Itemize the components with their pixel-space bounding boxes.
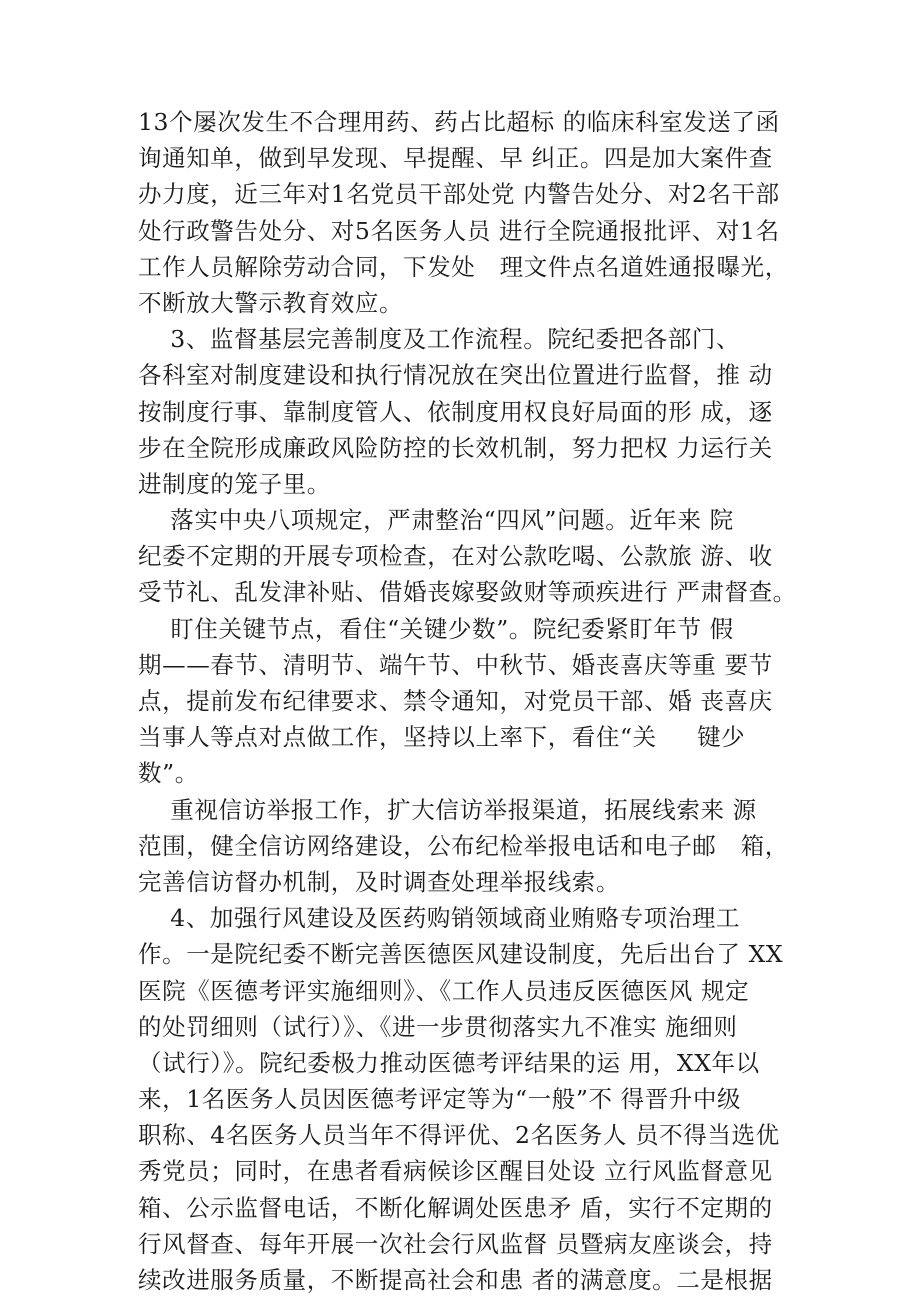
- text-line: 进制度的笼子里。: [138, 469, 331, 498]
- text-line: 盯住关键节点，看住“关键少数”。院纪委紧盯年节 假: [138, 614, 734, 643]
- text-line: 纪委不定期的开展专项检查，在对公款吃喝、公款旅 游、收: [138, 542, 773, 571]
- text-line: 重视信访举报工作，扩大信访举报渠道，拓展线索来 源: [138, 795, 757, 824]
- text-line: 范围，健全信访网络建设，公布纪检举报电话和电子邮 箱，: [138, 831, 789, 860]
- text-line: 不断放大警示教育效应。: [138, 288, 404, 317]
- text-line: 工作人员解除劳动合同，下发处 理文件点名道姓通报曝光，: [138, 252, 789, 281]
- text-line: 当事人等点对点做工作，坚持以上率下，看住“关 键少: [138, 723, 746, 752]
- text-line: 13个屡次发生不合理用药、药占比超标 的临床科室发送了函: [138, 108, 780, 136]
- text-line: （试行）》。院纪委极力推动医德考评结果的运 用，XX年以: [138, 1048, 760, 1077]
- text-line: 职称、4名医务人员当年不得评优、2名医务人 员不得当选优: [138, 1121, 780, 1150]
- text-line: 数”。: [138, 759, 199, 788]
- text-line: 箱、公示监督电话，不断化解调处医患矛 盾，实行不定期的: [138, 1193, 773, 1222]
- text-line: 期——春节、清明节、端午节、中秋节、婚丧喜庆等重 要节: [138, 650, 773, 679]
- text-line: 作。一是院纪委不断完善医德医风建设制度，先后出台了 XX: [138, 940, 784, 969]
- text-line: 步在全院形成廉政风险防控的长效机制，努力把权 力运行关: [138, 433, 773, 462]
- text-line: 秀党员；同时，在患者看病候诊区醒目处设 立行风监督意见: [138, 1157, 773, 1186]
- text-line: 受节礼、乱发津补贴、借婚丧嫁娶敛财等顽疾进行 严肃督查。: [138, 578, 797, 607]
- text-line: 询通知单，做到早发现、早提醒、早 纠正。四是加大案件查: [138, 144, 773, 173]
- text-line: 处行政警告处分、对5名医务人员 进行全院通报批评、对1名: [138, 216, 780, 245]
- text-line: 来，1名医务人员因医德考评定等为“一般”不 得晋升中级: [138, 1085, 742, 1114]
- text-line: 3、监督基层完善制度及工作流程。院纪委把各部门、: [138, 325, 741, 354]
- text-line: 各科室对制度建设和执行情况放在突出位置进行监督，推 动: [138, 361, 773, 390]
- text-line: 医院《医德考评实施细则》、《工作人员违反医德医风 规定: [138, 976, 750, 1005]
- text-line: 办力度，近三年对1名党员干部处党 内警告处分、对2名干部: [138, 180, 780, 209]
- text-line: 点，提前发布纪律要求、禁令通知，对党员干部、婚 丧喜庆: [138, 687, 773, 715]
- text-line: 完善信访督办机制，及时调查处理举报线索。: [138, 867, 620, 896]
- body-text: [138, 104, 798, 1298]
- text-line: 的处罚细则（试行）》、《进一步贯彻落实九不准实 施细则: [138, 1012, 738, 1041]
- text-line: 行风督查、每年开展一次社会行风监督 员暨病友座谈会，持: [138, 1229, 773, 1258]
- text-line: 续改进服务质量，不断提高社会和患 者的满意度。二是根据: [138, 1266, 773, 1294]
- text-line: 落实中央八项规定，严肃整治“四风”问题。近年来 院: [138, 506, 734, 535]
- text-line: 4、加强行风建设及医药购销领域商业贿赂专项治理工: [138, 904, 741, 933]
- text-line: 按制度行事、靠制度管人、依制度用权良好局面的形 成，逐: [138, 397, 773, 426]
